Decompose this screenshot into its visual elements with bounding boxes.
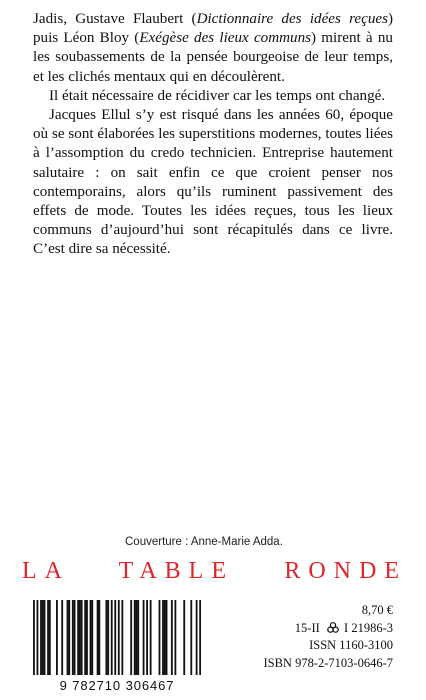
barcode-bars [33, 600, 201, 675]
blurb-paragraph-1 [33, 10, 393, 87]
barcode-bar [44, 600, 46, 675]
blurb-text-segment: ) puis Léon Bloy ( [33, 11, 393, 47]
catalog-code-line [263, 620, 393, 638]
barcode-bar [121, 600, 123, 675]
cover-credit: Couverture : Anne-Marie Adda. [125, 536, 283, 548]
barcode-bar [74, 600, 76, 675]
barcode-bar [159, 600, 161, 675]
barcode-bar [47, 600, 49, 675]
barcode-bar [91, 600, 93, 675]
book-title-exegese: Exégèse des lieux communs [139, 30, 311, 47]
barcode-bar [111, 600, 113, 675]
barcode-bar [150, 600, 152, 675]
barcode-bar [37, 600, 39, 675]
barcode-bar [61, 600, 63, 675]
blurb-text-segment: ) mirent à nu les soubassements de la pensée bourgeoise de leur temps, et les clichés mentaux qui en découlèrent. [33, 30, 393, 85]
barcode-bar [171, 600, 173, 675]
book-title-dictionnaire: Dictionnaire des idées reçues [196, 11, 388, 27]
catalog-code: 15-II [294, 620, 320, 635]
barcode-bar [164, 600, 166, 675]
price: 8,70 € [361, 603, 393, 617]
barcode-bar [107, 600, 109, 675]
barcode-bar [81, 600, 83, 675]
blurb-paragraph-3: Jacques Ellul s’y est risqué dans les années 60, époque où se sont élaborées les superstitions modernes, toutes liées à l’assomption du credo technicien. Entreprise hautement salutaire : on sait enfin ce que croient penser nos contemporains, alors qu’ils ruminent passivement des effets de mode. Toutes les idées reçues, tous les lieux communs d’aujourd’hui sont récapitulés dans ce livre. C’est dire sa nécessité. [33, 107, 393, 258]
barcode-bar [98, 600, 100, 675]
barcode-bar [118, 600, 120, 675]
barcode-bar [79, 600, 81, 675]
issn: ISSN 1160-3100 [309, 638, 393, 652]
blurb-text-segment: Jadis, Gustave Flaubert ( [33, 11, 197, 27]
barcode-bar [86, 600, 88, 675]
barcode-bar [190, 600, 192, 675]
barcode-bar [183, 600, 185, 675]
barcode-bar [68, 600, 70, 675]
barcode-digits: 9 782710 306467 [59, 678, 175, 693]
barcode-bar [162, 600, 164, 675]
barcode-bar [67, 600, 69, 675]
blurb-paragraph-2: Il était nécessaire de récidiver car les temps ont changé. [49, 87, 386, 104]
barcode-bar [166, 600, 168, 675]
barcode-bar [106, 600, 108, 675]
barcode-bar [42, 600, 44, 675]
barcode-bar [137, 600, 139, 675]
barcode-bar [56, 600, 58, 675]
barcode-bar [33, 600, 35, 675]
publisher-name: LA TABLE RONDE [22, 558, 407, 584]
blurb-text [33, 10, 393, 260]
catalog-info [263, 602, 393, 672]
barcode-bar [196, 600, 198, 675]
barcode-bar [114, 600, 116, 675]
barcode [33, 600, 201, 693]
barcode-bar [134, 600, 136, 675]
barcode-bar [146, 600, 148, 675]
triskele-icon [327, 622, 339, 633]
isbn: ISBN 978-2-7103-0646-7 [263, 655, 393, 670]
barcode-bar [97, 600, 99, 675]
barcode-bar [199, 600, 201, 675]
barcode-bar [40, 600, 42, 675]
barcode-bar [72, 600, 74, 675]
barcode-bar [84, 600, 86, 675]
barcode-bar [77, 600, 79, 675]
barcode-bar [49, 600, 51, 675]
barcode-bar [143, 600, 145, 675]
barcode-bar [90, 600, 92, 675]
barcode-bar [136, 600, 138, 675]
barcode-bar [174, 600, 176, 675]
barcode-bar [130, 600, 132, 675]
catalog-ref: I 21986-3 [344, 620, 393, 635]
